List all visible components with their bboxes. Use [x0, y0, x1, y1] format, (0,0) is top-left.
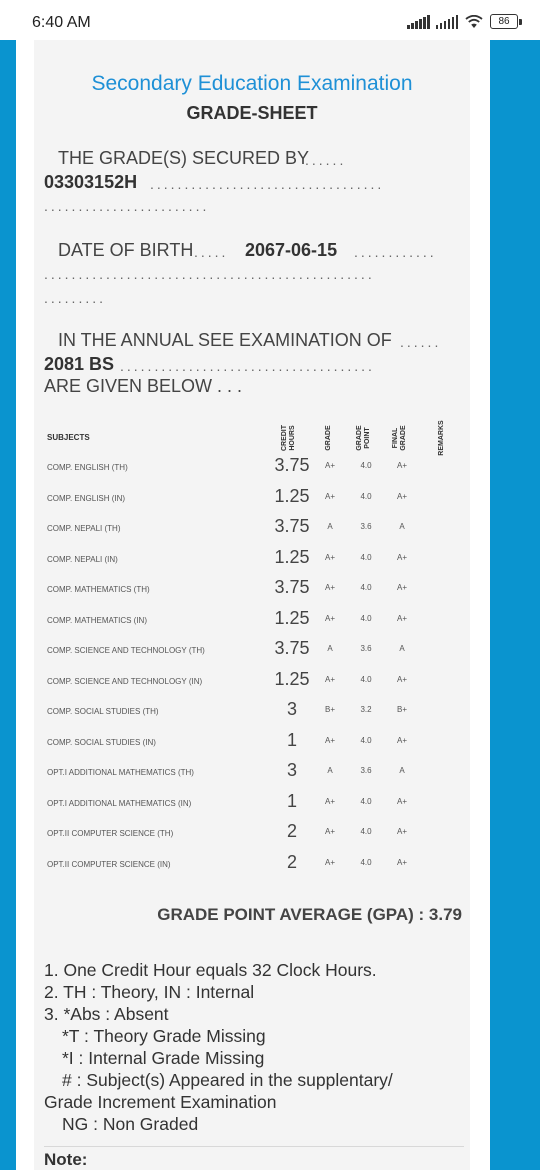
final-grade: A+ [396, 674, 407, 684]
table-row [0, 486, 540, 516]
final-grade: B+ [396, 705, 407, 714]
grade-point: 4.0 [360, 674, 372, 684]
status-bar [0, 0, 540, 40]
grade: A+ [324, 461, 335, 470]
subject-name: COMP. SOCIAL STUDIES (IN) [47, 737, 156, 747]
dob-label: DATE OF BIRTH [58, 240, 194, 260]
grade: A+ [324, 491, 335, 501]
credit-hours: 1.25 [274, 546, 310, 567]
table-row [0, 730, 540, 760]
col-final-grade: FINAL GRADE [392, 425, 407, 451]
status-icons [407, 13, 518, 29]
credit-hours: 2 [286, 821, 297, 841]
grade: A+ [324, 613, 335, 623]
grade-point: 4.0 [360, 735, 372, 745]
grade-point: 4.0 [360, 796, 372, 806]
secured-by-label: THE GRADE(S) SECURED BY [58, 148, 310, 168]
grade: A+ [324, 674, 335, 684]
grade: A+ [324, 857, 335, 867]
note-line: *I : Internal Grade Missing [62, 1048, 265, 1068]
grade-point: 3.6 [360, 522, 372, 531]
grade-point: 3.6 [360, 766, 372, 775]
signal-icon [407, 15, 430, 29]
table-row [0, 516, 540, 546]
credit-hours: 3.75 [274, 638, 310, 658]
table-row [0, 791, 540, 821]
credit-hours: 1.25 [274, 668, 310, 689]
final-grade: A+ [396, 735, 407, 745]
given-below-label: ARE GIVEN BELOW . . . [44, 376, 243, 396]
note-line: # : Subject(s) Appeared in the supplentary/ [62, 1070, 393, 1090]
grade: A+ [324, 827, 335, 836]
subject-name: COMP. ENGLISH (IN) [47, 493, 126, 503]
subject-name: COMP. NEPALI (TH) [47, 524, 121, 533]
exam-year: 2081 BS [44, 354, 115, 374]
table-row [0, 547, 540, 577]
table-row [0, 699, 540, 729]
subject-name: OPT.II COMPUTER SCIENCE (TH) [47, 829, 174, 838]
dot-leader: .................................. [150, 176, 385, 192]
subject-name: COMP. MATHEMATICS (TH) [47, 585, 150, 594]
status-time: 6:40 AM [32, 14, 91, 31]
grade-point: 4.0 [360, 827, 372, 836]
subject-name: OPT.I ADDITIONAL MATHEMATICS (IN) [47, 798, 192, 808]
dot-leader: ..... [194, 244, 229, 260]
note-line: Grade Increment Examination [44, 1092, 277, 1112]
credit-hours: 3.75 [274, 516, 310, 536]
credit-hours: 3 [286, 760, 297, 780]
table-row [0, 638, 540, 668]
dot-leader: ...... [400, 334, 442, 350]
final-grade: A+ [396, 827, 407, 836]
note-line: *T : Theory Grade Missing [62, 1026, 266, 1046]
table-row [0, 577, 540, 607]
table-row [0, 455, 540, 485]
table-row [0, 760, 540, 790]
signal-icon [436, 15, 459, 29]
grade: A [327, 644, 333, 653]
credit-hours: 3.75 [274, 455, 310, 475]
table-row [0, 608, 540, 638]
grade-point: 4.0 [360, 461, 372, 470]
subject-name: COMP. SCIENCE AND TECHNOLOGY (TH) [47, 646, 205, 655]
exam-label: IN THE ANNUAL SEE EXAMINATION OF [58, 330, 392, 350]
final-grade: A+ [396, 613, 407, 623]
credit-hours: 3.75 [274, 577, 310, 597]
grade: B+ [324, 705, 335, 714]
credit-hours: 1.25 [274, 607, 310, 628]
final-grade: A [399, 644, 405, 653]
note-line: NG : Non Graded [62, 1114, 199, 1134]
exam-title: Secondary Education Examination [91, 72, 413, 95]
final-grade: A+ [396, 461, 407, 470]
grade: A+ [324, 735, 335, 745]
dot-leader: ............ [354, 244, 437, 260]
table-row [0, 669, 540, 699]
grade-point: 4.0 [360, 857, 372, 867]
col-grade-point: GRADE POINT [356, 425, 371, 451]
note-heading: Note: [44, 1150, 88, 1169]
dot-leader: ...... [305, 152, 347, 168]
credit-hours: 1.25 [274, 485, 310, 506]
col-remarks: REMARKS [438, 420, 445, 456]
table-row [0, 821, 540, 851]
final-grade: A+ [396, 491, 407, 501]
dot-leader: ................................................ [44, 266, 375, 282]
grade-point: 3.2 [360, 705, 372, 714]
grade: A [327, 522, 333, 531]
credit-hours: 2 [286, 851, 297, 872]
dot-leader: ......... [44, 290, 107, 306]
grade: A [327, 766, 333, 775]
credit-hours: 1 [286, 729, 297, 750]
symbol-number: 03303152H [44, 172, 138, 192]
divider [44, 1146, 464, 1147]
col-subjects: SUBJECTS [47, 433, 90, 442]
subject-name: COMP. SOCIAL STUDIES (TH) [47, 707, 159, 716]
dot-leader: ........................ [44, 198, 210, 214]
grade-point: 4.0 [360, 491, 372, 501]
credit-hours: 3 [286, 699, 297, 719]
credit-hours: 1 [286, 790, 297, 811]
table-row [0, 852, 540, 882]
battery-icon: 86 [490, 14, 518, 29]
col-credit-hours: CREDIT HOURS [281, 424, 296, 452]
grade: A+ [324, 552, 335, 562]
grade-point: 4.0 [360, 613, 372, 623]
note-line: 3. *Abs : Absent [44, 1004, 169, 1024]
dot-leader: ..................................... [120, 358, 375, 374]
final-grade: A+ [396, 583, 407, 592]
final-grade: A+ [396, 796, 407, 806]
grade-point: 4.0 [360, 583, 372, 592]
col-grade: GRADE [325, 425, 332, 451]
subject-name: OPT.I ADDITIONAL MATHEMATICS (TH) [47, 768, 194, 777]
sheet-subtitle: GRADE-SHEET [186, 103, 318, 123]
note-line: 1. One Credit Hour equals 32 Clock Hours. [44, 960, 377, 980]
note-line: 2. TH : Theory, IN : Internal [44, 982, 255, 1002]
wifi-icon [464, 15, 484, 29]
final-grade: A [399, 766, 405, 775]
subject-name: COMP. ENGLISH (TH) [47, 463, 128, 472]
final-grade: A+ [396, 857, 407, 867]
final-grade: A+ [396, 552, 407, 562]
subject-name: COMP. NEPALI (IN) [47, 554, 118, 564]
subject-name: COMP. SCIENCE AND TECHNOLOGY (IN) [47, 676, 203, 686]
grade: A+ [324, 796, 335, 806]
gpa-summary: GRADE POINT AVERAGE (GPA) : 3.79 [157, 905, 462, 924]
subject-name: COMP. MATHEMATICS (IN) [47, 615, 147, 625]
final-grade: A [399, 522, 405, 531]
grade: A+ [324, 583, 335, 592]
grade-point: 3.6 [360, 644, 372, 653]
grade-point: 4.0 [360, 552, 372, 562]
dob-value: 2067-06-15 [245, 240, 338, 260]
subject-name: OPT.II COMPUTER SCIENCE (IN) [47, 859, 171, 869]
